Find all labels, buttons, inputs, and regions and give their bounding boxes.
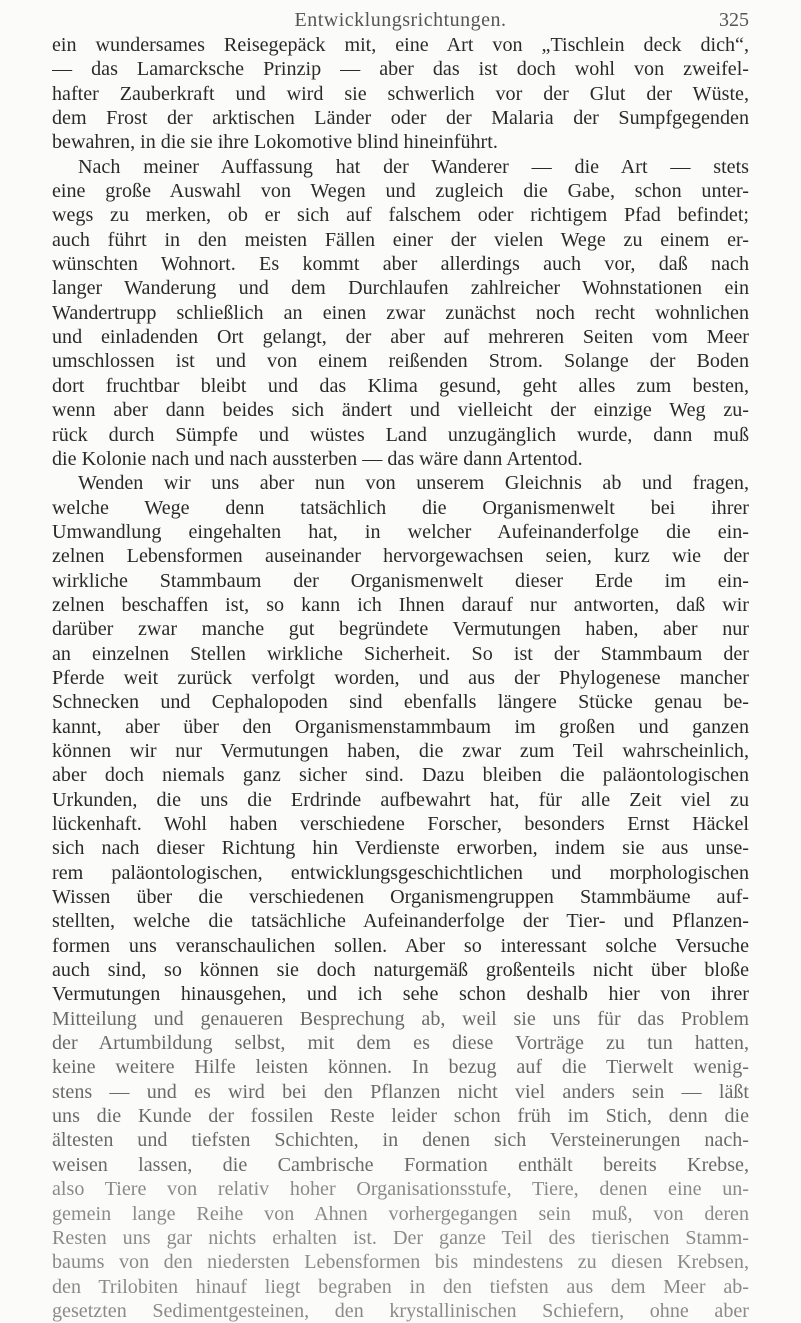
text-line: langer Wanderung und dem Durchlaufen zahlreicher Wohnstationen ein [52,277,749,300]
text-line: wünschten Wohnort. Es kommt aber allerdings auch vor, daß nach [52,253,749,276]
text-line: rem paläontologischen, entwicklungsgeschichtlichen und morphologischen [52,861,749,884]
text-line: weisen lassen, die Cambrische Formation enthält bereits Krebse, [52,1153,749,1176]
text-line: ältesten und tiefsten Schichten, in denen sich Versteinerungen nach- [52,1129,749,1152]
text-line: gemein lange Reihe von Ahnen vorhergegangen sein muß, von deren [52,1202,749,1225]
text-line: — das Lamarcksche Prinzip — aber das ist doch wohl von zweifel- [52,58,749,81]
text-line: Wandertrupp schließlich an einen zwar zunächst noch recht wohnlichen [52,301,749,324]
text-line: Nach meiner Auffassung hat der Wanderer — die Art — stets [78,155,749,178]
text-line: welche Wege denn tatsächlich die Organismenwelt bei ihrer [52,496,749,519]
text-line: kannt, aber über den Organismenstammbaum im großen und ganzen [52,715,749,738]
text-line: auch sind, so können sie doch naturgemäß großenteils nicht über bloße [52,959,749,982]
header-title: Entwicklungsrichtungen. [294,9,507,31]
text-line: stens — und es wird bei den Pflanzen nicht viel anders sein — läßt [52,1080,749,1103]
text-line: uns die Kunde der fossilen Reste leider schon früh im Stich, denn die [52,1105,749,1128]
body-text [52,33,749,1323]
text-line: dort fruchtbar bleibt und das Klima gesund, geht alles zum besten, [52,374,749,397]
text-line: Vermutungen hinausgehen, und ich sehe schon deshalb hier von ihrer [52,983,749,1006]
text-line: und einladenden Ort gelangt, der aber auf mehreren Seiten vom Meer [52,326,749,349]
text-line: Umwandlung eingehalten hat, in welcher Aufeinanderfolge die ein- [52,520,749,543]
text-line: hafter Zauberkraft und wird sie schwerlich vor der Glut der Wüste, [52,82,749,105]
text-line: baums von den niedersten Lebensformen bis mindestens zu diesen Krebsen, [52,1251,749,1274]
text-line: Wissen über die verschiedenen Organismengruppen Stammbäume auf- [52,886,749,909]
text-line: keine weitere Hilfe leisten können. In bezug auf die Tierwelt wenig- [52,1056,749,1079]
text-line: Mitteilung und genaueren Besprechung ab, weil sie uns für das Problem [52,1007,749,1030]
text-line: ein wundersames Reisegepäck mit, eine Art von „Tischlein deck dich“, [52,34,749,56]
text-line: sich nach dieser Richtung hin Verdienste erworben, indem sie aus unse- [52,837,749,860]
text-line: wirkliche Stammbaum der Organismenwelt dieser Erde im ein- [52,569,749,592]
text-line: umschlossen ist und von einem reißenden Strom. Solange der Boden [52,350,749,373]
text-line: stellten, welche die tatsächliche Aufeinanderfolge der Tier- und Pflanzen- [52,910,749,933]
text-line: den Trilobiten hinauf liegt begraben in den tiefsten aus dem Meer ab- [52,1275,749,1298]
text-line: Schnecken und Cephalopoden sind ebenfalls längere Stücke genau be- [52,691,749,714]
text-line: Pferde weit zurück verfolgt worden, und aus der Phylogenese mancher [52,666,749,689]
text-line: rück durch Sümpfe und wüstes Land unzugänglich wurde, dann muß [52,423,749,446]
text-line: der Artumbildung selbst, mit dem es diese Vorträge zu tun hatten, [52,1032,749,1055]
text-line: die Kolonie nach und nach aussterben — das wäre dann Artentod. [52,447,583,470]
text-line: wegs zu merken, ob er sich auf falschem oder richtigem Pfad befindet; [52,204,749,227]
text-line: an einzelnen Stellen wirkliche Sicherheit. So ist der Stammbaum der [52,642,749,665]
text-line: gesetzten Sedimentgesteinen, den krystallinischen Schiefern, ohne aber [52,1299,749,1322]
text-line: lückenhaft. Wohl haben verschiedene Forscher, besonders Ernst Häckel [52,813,749,835]
text-line: Resten uns gar nichts erhalten ist. Der ganze Teil des tierischen Stamm- [52,1226,749,1249]
text-line: zelnen beschaffen ist, so kann ich Ihnen darauf nur antworten, daß wir [52,593,749,616]
text-line: eine große Auswahl von Wegen und zugleich die Gabe, schon unter- [52,180,749,203]
page-number: 325 [719,9,749,31]
text-line: dem Frost der arktischen Länder oder der Malaria der Sumpfgegenden [52,107,749,130]
text-line: auch führt in den meisten Fällen einer der vielen Wege zu einem er- [52,228,749,251]
text-line: zelnen Lebensformen auseinander hervorgewachsen seien, kurz wie der [52,545,749,568]
text-line: bewahren, in die sie ihre Lokomotive blind hineinführt. [52,131,498,154]
text-line: aber doch niemals ganz sicher sind. Dazu bleiben die paläontologischen [52,764,749,787]
text-line: wenn aber dann beides sich ändert und vielleicht der einzige Weg zu- [52,399,749,422]
text-line: Urkunden, die uns die Erdrinde aufbewahrt hat, für alle Zeit viel zu [52,788,749,811]
running-header [52,8,749,32]
text-line: also Tiere von relativ hoher Organisationsstufe, Tiere, denen eine un- [52,1178,749,1201]
text-line: formen uns veranschaulichen sollen. Aber so interessant solche Versuche [52,934,749,957]
text-line: Wenden wir uns aber nun von unserem Gleichnis ab und fragen, [78,472,749,495]
text-line: darüber zwar manche gut begründete Vermutungen haben, aber nur [52,618,749,641]
text-line: können wir nur Vermutungen haben, die zwar zum Teil wahrscheinlich, [52,739,749,762]
